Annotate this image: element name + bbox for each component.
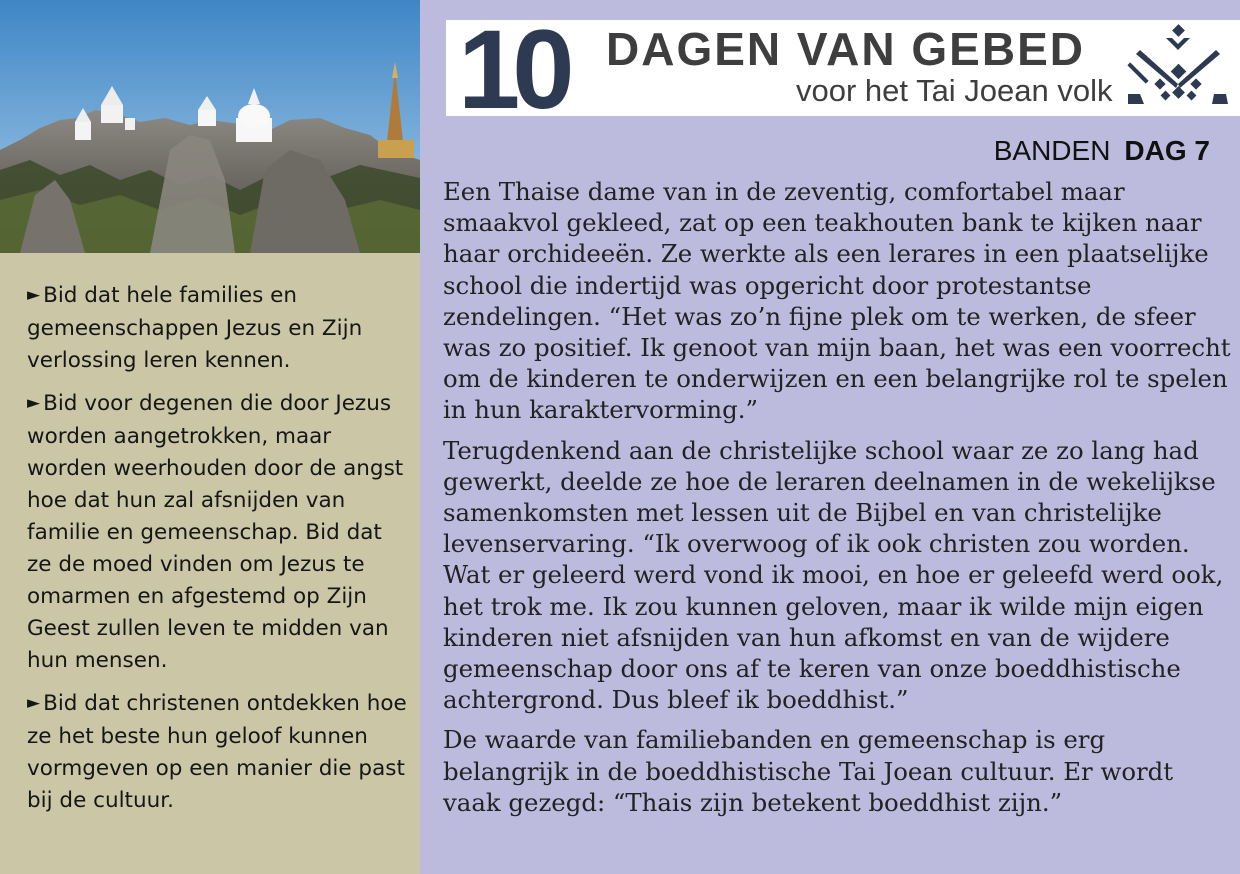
prayer-text: Bid dat christenen ontdekken hoe ze het beste hun geloof kunnen vormgeven op een manier die past bij de cultuur. [27,691,407,813]
story-paragraph: De waarde van familiebanden en gemeenschap is erg belangrijk in de boeddhistische Tai Joean cultuur. Er wordt vaak gezegd: “Thais zijn betekent boeddhist zijn.” [443,725,1174,817]
prayer-panel [0,0,420,874]
prayer-text: Bid dat hele families en gemeenschappen Jezus en Zijn verlossing leren kennen. [27,283,363,373]
day-heading [900,133,1210,169]
day-theme: BANDEN [993,135,1111,166]
arrow-right-icon: ► [27,285,41,305]
banner-title: DAGEN VAN GEBED [606,23,1085,75]
story-paragraph: Een Thaise dame van in de zeventig, comfortabel maar smaakvol gekleed, zat op een teakhouten bank te kijken naar haar orchideeën. Ze werkte als een lerares in een plaatselijke school die indertijd was opgericht door protestantse zendelingen. “Het was zo’n fijne plek om te werken, de sfeer was zo positief. Ik genoot van mijn baan, het was een voorrecht om de kinderen te onderwijzen en een belangrijke rol te spelen in hun karaktervorming.” [443,177,1231,425]
prayer-item [27,688,407,817]
story-text [443,176,1233,827]
arrow-right-icon: ► [27,393,41,413]
arrow-right-icon: ► [27,693,41,713]
tai-joean-emblem-icon [1126,24,1230,108]
prayer-text: Bid voor degenen die door Jezus worden aangetrokken, maar worden weerhouden door de angst hoe dat hun zal afsnijden van familie en gemeenschap. Bid dat ze de moed vinden om Jezus te omarmen en afgestemd op Zijn Geest zullen leven te midden van hun mensen. [27,391,404,673]
prayer-item [27,388,407,677]
day-label: DAG 7 [1124,135,1210,166]
prayer-list [27,280,407,828]
banner-subtitle: voor het Tai Joean volk [796,73,1113,108]
banner-number: 10 [458,7,567,132]
story-paragraph: Terugdenkend aan de christelijke school waar ze zo lang had gewerkt, deelde ze hoe de leraren deelnamen in de wekelijkse samenkomsten met lessen uit de Bijbel en van christelijke levenservaring. “Ik overwoog of ik ook christen zou worden. Wat er geleerd werd vond ik mooi, en hoe er geleefd werd ook, het trok me. Ik zou kunnen geloven, maar ik wilde mijn eigen kinderen niet afsnijden van hun afkomst en van de wijdere gemeenschap door ons af te keren van onze boeddhistische achtergrond. Dus bleef ik boeddhist.” [443,435,1224,715]
temple-photo [0,0,420,253]
prayer-item [27,280,407,377]
